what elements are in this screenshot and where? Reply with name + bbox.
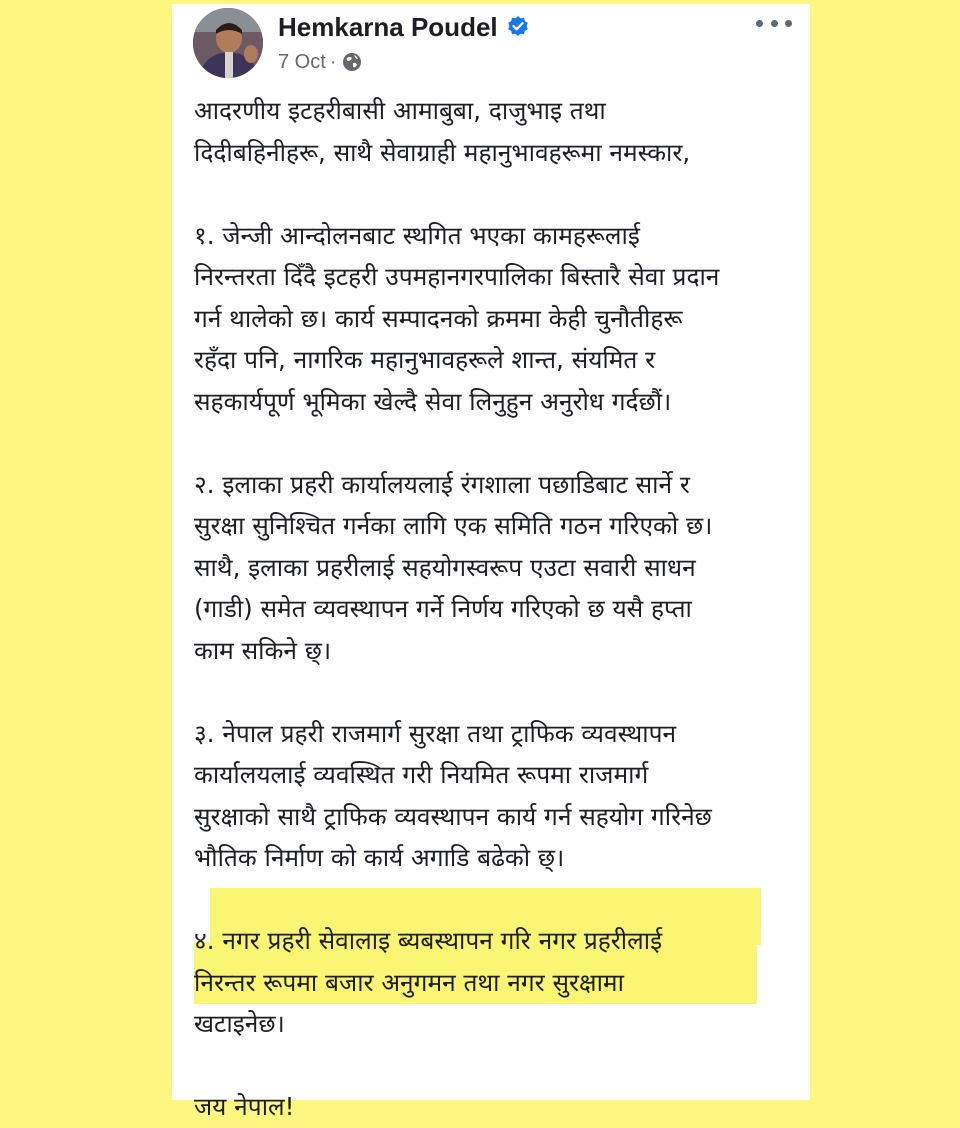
avatar-photo xyxy=(193,8,263,78)
globe-icon xyxy=(342,52,362,72)
author-name[interactable]: Hemkarna Poudel xyxy=(278,12,498,42)
point1-line: १. जेन्जी आन्दोलनबाट स्थगित भएका कामहरूलाई xyxy=(194,220,640,250)
point2-line: काम सकिने छ्। xyxy=(194,635,332,665)
more-dot xyxy=(771,20,778,27)
point4-line: ४. नगर प्रहरी सेवालाइ ब्यबस्थापन गरि नगर प्रहरीलाई xyxy=(194,926,663,955)
facebook-post-card xyxy=(172,4,810,1121)
point2-line: सुरक्षा सुनिश्चित गर्नका लागि एक समिति गठन गरिएको छ। xyxy=(194,511,713,540)
greeting-line: दिदीबहिनीहरू, साथै सेवाग्राही महानुभावहरूमा नमस्कार, xyxy=(194,137,691,167)
post-meta xyxy=(278,47,362,77)
point3-line: भौतिक निर्माण को कार्य अगाडि बढेको छ्। xyxy=(194,843,565,872)
more-dot xyxy=(785,20,792,27)
point3-line: ३. नेपाल प्रहरी राजमार्ग सुरक्षा तथा ट्राफिक व्यवस्थापन xyxy=(194,718,677,748)
point2-line: २. इलाका प्रहरी कार्यालयलाई रंगशाला पछाडिबाट सार्ने र xyxy=(194,469,690,499)
point4-line: खटाइनेछ। xyxy=(194,1009,285,1038)
point2-line: (गाडी) समेत व्यवस्थापन गर्ने निर्णय गरिएको छ यसै हप्ता xyxy=(194,594,692,623)
closing-line: जय नेपाल! xyxy=(194,1092,295,1121)
more-options-button[interactable] xyxy=(756,12,792,34)
point2-line: साथै, इलाका प्रहरीलाई सहयोगस्वरूप एउटा सवारी साधन xyxy=(194,552,696,582)
post-text xyxy=(194,90,794,1128)
point3-line: कार्यालयलाई व्यवस्थित गरी नियमित रूपमा राजमार्ग xyxy=(194,760,649,789)
more-dot xyxy=(756,20,763,27)
meta-separator: · xyxy=(329,51,337,73)
verified-badge-icon xyxy=(506,15,530,39)
post-author[interactable] xyxy=(278,8,530,46)
point4-line: निरन्तर रूपमा बजार अनुगमन तथा नगर सुरक्षामा xyxy=(194,967,624,997)
point1-line: गर्न थालेको छ। कार्य सम्पादनको क्रममा केही चुनौतीहरू xyxy=(194,303,683,333)
point1-line: सहकार्यपूर्ण भूमिका खेल्दै सेवा लिनुहुन अनुरोध गर्दछौं। xyxy=(194,386,672,416)
author-avatar[interactable] xyxy=(193,8,263,78)
point3-line: सुरक्षाको साथै ट्राफिक व्यवस्थापन कार्य गर्न सहयोग गरिनेछ xyxy=(194,801,712,831)
post-date[interactable]: 7 Oct xyxy=(278,51,326,73)
point1-line: रहँदा पनि, नागरिक महानुभावहरूले शान्त, संयमित र xyxy=(194,345,656,374)
point1-line: निरन्तरता दिँदै इटहरी उपमहानगरपालिका बिस्तारै सेवा प्रदान xyxy=(194,262,720,291)
greeting-line: आदरणीय इटहरीबासी आमाबुबा, दाजुभाइ तथा xyxy=(194,96,606,125)
